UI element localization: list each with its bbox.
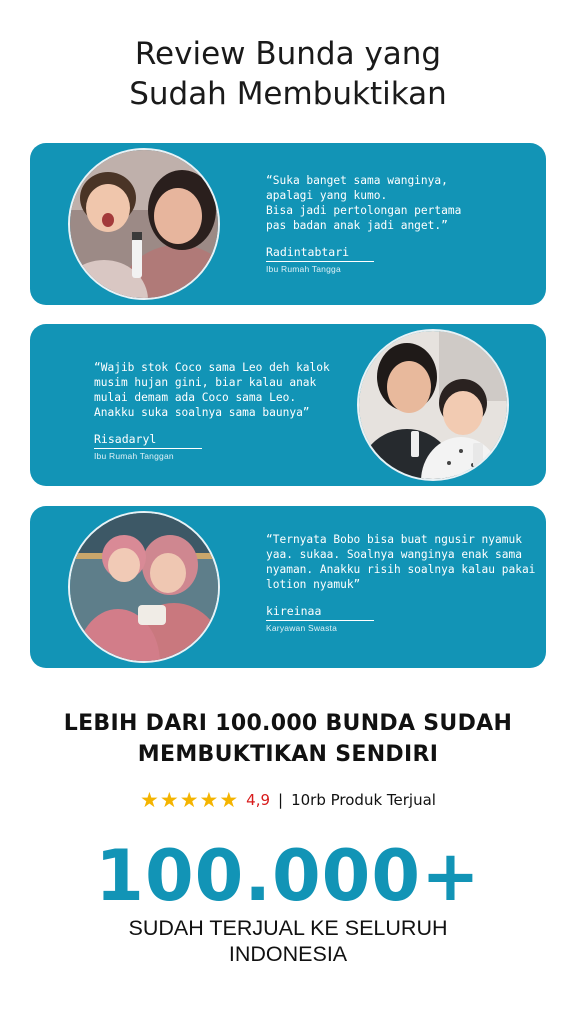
testimonial-text: [266, 173, 536, 274]
testimonial-role: Ibu Rumah Tangga: [266, 264, 341, 274]
photo-mother-child-image: [359, 331, 507, 479]
star-icon: ★: [179, 788, 199, 812]
testimonial-role: Karyawan Swasta: [266, 623, 338, 633]
testimonial-role: Ibu Rumah Tanggan: [94, 451, 174, 461]
testimonial-card: [30, 324, 546, 486]
testimonial-card: [30, 143, 546, 305]
rating-value: 4,9: [246, 791, 271, 809]
star-icon: ★: [199, 788, 219, 812]
rating-separator: |: [278, 791, 284, 809]
testimonial-card: [30, 506, 546, 668]
photo-mother-child-image: [70, 150, 218, 298]
headline-line-1: LEBIH DARI 100.000 BUNDA SUDAH: [63, 711, 513, 736]
star-icon: ★: [159, 788, 179, 812]
headline-line-2: MEMBUKTIKAN SENDIRI: [137, 742, 439, 767]
sold-caption-line-2: INDONESIA: [228, 942, 348, 966]
testimonial-text: [266, 532, 544, 633]
sold-caption: [0, 915, 576, 967]
testimonial-photo: [357, 329, 509, 481]
proof-headline: [0, 708, 576, 770]
title-line-2: Sudah Membuktikan: [129, 76, 447, 112]
sold-count-label: 10rb Produk Terjual: [291, 791, 436, 809]
testimonial-name: Risadaryl: [94, 432, 202, 449]
page-title: [0, 34, 576, 114]
star-rating: [140, 790, 238, 810]
testimonial-quote: “Suka banget sama wanginya, apalagi yang kumo. Bisa jadi pertolongan pertama pas badan anak jadi anget.”: [266, 174, 462, 232]
sold-caption-line-1: SUDAH TERJUAL KE SELURUH: [128, 916, 448, 940]
sold-total-number: 100.000+: [95, 835, 481, 917]
testimonial-text: [94, 360, 356, 461]
testimonial-quote: “Wajib stok Coco sama Leo deh kalok musim hujan gini, biar kalau anak mulai demam ada Coco sama Leo. Anakku suka soalnya sama baunya”: [94, 361, 330, 419]
title-line-1: Review Bunda yang: [134, 36, 442, 72]
testimonial-name: kireinaa: [266, 604, 374, 621]
photo-mother-child-image: [70, 513, 218, 661]
testimonial-name: Radintabtari: [266, 245, 374, 262]
rating-row: [0, 790, 576, 810]
testimonial-photo: [68, 511, 220, 663]
star-icon: ★: [219, 788, 239, 812]
star-icon: ★: [140, 788, 159, 812]
testimonial-photo: [68, 148, 220, 300]
testimonial-quote: “Ternyata Bobo bisa buat ngusir nyamuk yaa. sukaa. Soalnya wanginya enak sama nyaman. Anakku risih soalnya kalau pakai lotion nyamuk”: [266, 533, 536, 591]
